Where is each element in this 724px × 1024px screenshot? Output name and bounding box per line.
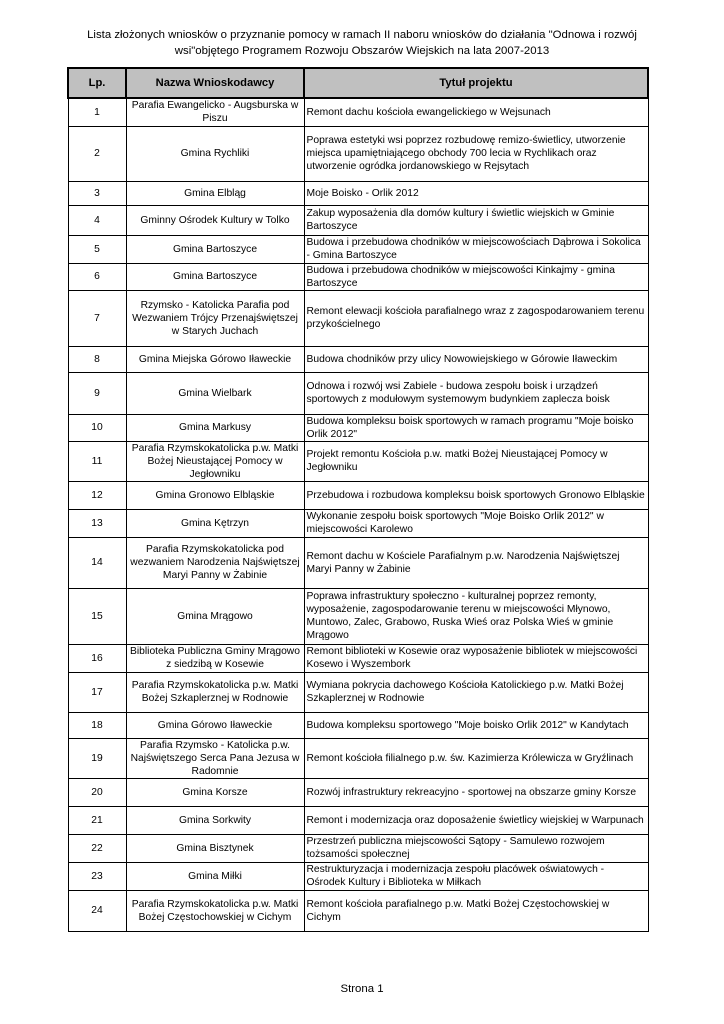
cell-project-title: Przestrzeń publiczna miejscowości Sątopy - Samulewo rozwojem tożsamości społecznej	[304, 834, 648, 862]
cell-lp: 2	[68, 126, 126, 181]
page-number: Strona 1	[340, 983, 384, 995]
cell-lp: 3	[68, 181, 126, 205]
cell-project-title: Rozwój infrastruktury rekreacyjno - sportowej na obszarze gminy Korsze	[304, 778, 648, 806]
cell-lp: 14	[68, 537, 126, 588]
cell-project-title: Remont elewacji kościoła parafialnego wraz z zagospodarowaniem terenu przykościelnego	[304, 290, 648, 346]
table-row	[68, 712, 648, 738]
cell-applicant-name: Gmina Bartoszyce	[126, 263, 304, 290]
cell-project-title: Remont biblioteki w Kosewie oraz wyposażenie bibliotek w miejscowości Kosewo i Wyszembork	[304, 644, 648, 672]
table-row	[68, 98, 648, 126]
cell-applicant-name: Gmina Bartoszyce	[126, 235, 304, 263]
cell-project-title: Budowa kompleksu boisk sportowych w ramach programu "Moje boisko Orlik 2012"	[304, 414, 648, 441]
cell-project-title: Budowa i przebudowa chodników w miejscowościach Dąbrowa i Sokolica - Gmina Bartoszyce	[304, 235, 648, 263]
table-row	[68, 862, 648, 890]
cell-applicant-name: Gmina Gronowo Elbląskie	[126, 481, 304, 509]
cell-applicant-name: Biblioteka Publiczna Gminy Mrągowo z siedzibą w Kosewie	[126, 644, 304, 672]
cell-project-title: Odnowa i rozwój wsi Zabiele - budowa zespołu boisk i urządzeń sportowych z modułowym systemowym budynkiem zaplecza boisk	[304, 372, 648, 414]
cell-applicant-name: Gmina Rychliki	[126, 126, 304, 181]
cell-lp: 17	[68, 672, 126, 712]
cell-applicant-name: Parafia Rzymskokatolicka p.w. Matki Bożej Częstochowskiej w Cichym	[126, 890, 304, 931]
cell-lp: 18	[68, 712, 126, 738]
table-row	[68, 441, 648, 481]
cell-lp: 6	[68, 263, 126, 290]
cell-lp: 22	[68, 834, 126, 862]
cell-lp: 20	[68, 778, 126, 806]
cell-project-title: Restrukturyzacja i modernizacja zespołu placówek oświatowych - Ośrodek Kultury i Biblioteka w Miłkach	[304, 862, 648, 890]
cell-applicant-name: Gminny Ośrodek Kultury w Tolko	[126, 205, 304, 235]
cell-lp: 7	[68, 290, 126, 346]
cell-applicant-name: Gmina Miłki	[126, 862, 304, 890]
cell-project-title: Moje Boisko - Orlik 2012	[304, 181, 648, 205]
cell-project-title: Budowa chodników przy ulicy Nowowiejskiego w Górowie Iławeckim	[304, 346, 648, 372]
cell-applicant-name: Parafia Rzymskokatolicka p.w. Matki Bożej Szkaplerznej w Rodnowie	[126, 672, 304, 712]
table-row	[68, 346, 648, 372]
cell-lp: 19	[68, 738, 126, 778]
header-project-title: Tytuł projektu	[304, 68, 648, 98]
cell-lp: 5	[68, 235, 126, 263]
cell-project-title: Projekt remontu Kościoła p.w. matki Bożej Nieustającej Pomocy w Jegłowniku	[304, 441, 648, 481]
cell-project-title: Remont kościoła filialnego p.w. św. Kazimierza Królewicza w Gryźlinach	[304, 738, 648, 778]
cell-lp: 12	[68, 481, 126, 509]
cell-lp: 15	[68, 588, 126, 644]
cell-applicant-name: Gmina Mrągowo	[126, 588, 304, 644]
cell-lp: 8	[68, 346, 126, 372]
cell-project-title: Poprawa estetyki wsi poprzez rozbudowę remizo-świetlicy, utworzenie miejsca upamiętniającego obchody 700 lecia w Rychlikach oraz utworzenie ogródka jordanowskiego w Rejsytach	[304, 126, 648, 181]
cell-applicant-name: Parafia Rzymskokatolicka pod wezwaniem Narodzenia Najświętszej Maryi Panny w Żabinie	[126, 537, 304, 588]
table-row	[68, 509, 648, 537]
cell-applicant-name: Gmina Kętrzyn	[126, 509, 304, 537]
cell-applicant-name: Parafia Rzymsko - Katolicka p.w. Najświętszego Serca Pana Jezusa w Radomnie	[126, 738, 304, 778]
table-row	[68, 414, 648, 441]
cell-lp: 23	[68, 862, 126, 890]
document-title-line-1: Lista złożonych wniosków o przyznanie pomocy w ramach II naboru wniosków do działania "Odnowa i rozwój	[87, 29, 637, 41]
table-header-row	[68, 68, 648, 98]
cell-lp: 9	[68, 372, 126, 414]
cell-project-title: Budowa kompleksu sportowego "Moje boisko Orlik 2012" w Kandytach	[304, 712, 648, 738]
applications-table	[67, 67, 649, 932]
table-row	[68, 537, 648, 588]
table-row	[68, 290, 648, 346]
table-row	[68, 126, 648, 181]
cell-applicant-name: Rzymsko - Katolicka Parafia pod Wezwaniem Trójcy Przenajświętszej w Starych Juchach	[126, 290, 304, 346]
cell-applicant-name: Gmina Górowo Iławeckie	[126, 712, 304, 738]
table-row	[68, 806, 648, 834]
table-body	[68, 98, 648, 931]
cell-project-title: Wymiana pokrycia dachowego Kościoła Katolickiego p.w. Matki Bożej Szkaplerznej w Rodnowie	[304, 672, 648, 712]
cell-applicant-name: Gmina Elbląg	[126, 181, 304, 205]
table-row	[68, 672, 648, 712]
table-row	[68, 372, 648, 414]
table-row	[68, 890, 648, 931]
table-row	[68, 263, 648, 290]
table-row	[68, 778, 648, 806]
table-row	[68, 588, 648, 644]
cell-project-title: Remont dachu w Kościele Parafialnym p.w. Narodzenia Najświętszej Maryi Panny w Żabinie	[304, 537, 648, 588]
cell-applicant-name: Parafia Rzymskokatolicka p.w. Matki Bożej Nieustającej Pomocy w Jegłowniku	[126, 441, 304, 481]
cell-project-title: Poprawa infrastruktury społeczno - kulturalnej poprzez remonty, wyposażenie, zagospodarowanie terenu w miejscowości Młynowo, Muntowo, Zalec, Grabowo, Ruska Wieś oraz Polska Wieś w gminie Mrągowo	[304, 588, 648, 644]
table-row	[68, 235, 648, 263]
cell-project-title: Przebudowa i rozbudowa kompleksu boisk sportowych Gronowo Elbląskie	[304, 481, 648, 509]
table-row	[68, 181, 648, 205]
header-applicant-name: Nazwa Wnioskodawcy	[126, 68, 304, 98]
cell-applicant-name: Gmina Korsze	[126, 778, 304, 806]
cell-project-title: Budowa i przebudowa chodników w miejscowości Kinkajmy - gmina Bartoszyce	[304, 263, 648, 290]
cell-applicant-name: Gmina Bisztynek	[126, 834, 304, 862]
cell-project-title: Remont i modernizacja oraz doposażenie świetlicy wiejskiej w Warpunach	[304, 806, 648, 834]
cell-lp: 10	[68, 414, 126, 441]
table-row	[68, 205, 648, 235]
cell-applicant-name: Gmina Miejska Górowo Iławeckie	[126, 346, 304, 372]
cell-lp: 24	[68, 890, 126, 931]
header-lp: Lp.	[68, 68, 126, 98]
document-title	[62, 27, 662, 59]
table-row	[68, 481, 648, 509]
cell-applicant-name: Gmina Markusy	[126, 414, 304, 441]
cell-applicant-name: Gmina Sorkwity	[126, 806, 304, 834]
cell-lp: 16	[68, 644, 126, 672]
cell-lp: 13	[68, 509, 126, 537]
cell-project-title: Remont kościoła parafialnego p.w. Matki Bożej Częstochowskiej w Cichym	[304, 890, 648, 931]
table-row	[68, 644, 648, 672]
cell-lp: 1	[68, 98, 126, 126]
document-title-line-2: wsi"objętego Programem Rozwoju Obszarów Wiejskich na lata 2007-2013	[174, 45, 550, 57]
cell-project-title: Zakup wyposażenia dla domów kultury i świetlic wiejskich w Gminie Bartoszyce	[304, 205, 648, 235]
cell-lp: 4	[68, 205, 126, 235]
cell-lp: 21	[68, 806, 126, 834]
table-row	[68, 738, 648, 778]
cell-project-title: Wykonanie zespołu boisk sportowych "Moje Boisko Orlik 2012" w miejscowości Karolewo	[304, 509, 648, 537]
cell-lp: 11	[68, 441, 126, 481]
cell-applicant-name: Parafia Ewangelicko - Augsburska w Piszu	[126, 98, 304, 126]
table-row	[68, 834, 648, 862]
cell-project-title: Remont dachu kościoła ewangelickiego w Wejsunach	[304, 98, 648, 126]
cell-applicant-name: Gmina Wielbark	[126, 372, 304, 414]
